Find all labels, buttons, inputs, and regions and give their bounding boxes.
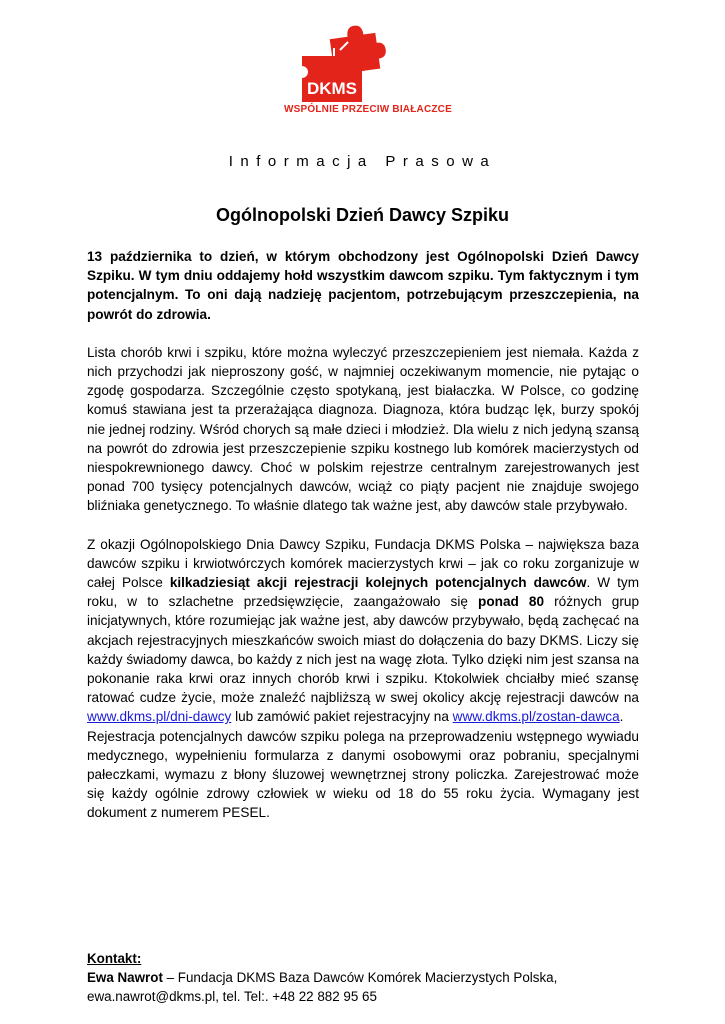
zostan-dawca-link[interactable]: www.dkms.pl/zostan-dawca bbox=[452, 709, 620, 725]
paragraph-3-text-3: różnych grup inicjatywnych, które rozumiejąc jak ważne jest, aby dawców przybywało, będą zachęcać na akcjach rejestracyjnych mieszkańców swoich miast do dołączenia do bazy DKMS. Liczy się każdy świadomy dawca, bo każdy z nich jest na wagę złota. Tylko dzięki nim jest szansa na pokonanie raka krwi oraz innych chorób krwi i szpiku. Ktokolwiek chciałby mieć szansę ratować cudze życie, może znaleźć najbliższą w swej okolicy akcję rejestracji dawców na bbox=[87, 594, 640, 706]
dni-dawcy-link[interactable]: www.dkms.pl/dni-dawcy bbox=[87, 709, 232, 725]
paragraph-3-text-4: lub zamówić pakiet rejestracyjny na bbox=[231, 709, 453, 725]
contact-label: Kontakt: bbox=[87, 951, 142, 966]
contact-line-2: ewa.nawrot@dkms.pl, tel. Tel:. +48 22 882 95 65 bbox=[87, 989, 377, 1004]
paragraph-3-text-1: Z okazji Ogólnopolskiego Dnia Dawcy Szpiku, Fundacja DKMS Polska – największa baza dawców szpiku i krwiotwórczych komórek macierzystych krwi – jak co roku zorganizuje w całej Polsce bbox=[87, 536, 639, 591]
article-body bbox=[87, 247, 639, 842]
paragraph-3-text-5: . bbox=[619, 709, 624, 725]
dkms-logo bbox=[278, 20, 458, 126]
puzzle-logo-icon bbox=[278, 20, 458, 104]
paragraph-3-bold-1: kilkadziesiąt akcji rejestracji kolejnych potencjalnych dawców bbox=[169, 575, 587, 591]
paragraph-3 bbox=[87, 535, 639, 727]
paragraph-3-bold-2: ponad 80 bbox=[478, 594, 545, 610]
contact-name: Ewa Nawrot bbox=[87, 970, 163, 985]
paragraph-4: Rejestracja potencjalnych dawców szpiku polega na przeprowadzeniu wstępnego wywiadu medycznego, wypełnieniu formularza z danymi osobowymi oraz pobraniu, specjalnymi pałeczkami, wymazu z błony śluzowej wewnętrznej strony policzka. Zarejestrować może się każdy ogólnie zdrowy człowiek w wieku od 18 do 55 roku życia. Wymagany jest dokument z numerem PESEL. bbox=[87, 728, 639, 821]
contact-line-1 bbox=[87, 968, 647, 987]
lead-paragraph: 13 października to dzień, w którym obchodzony jest Ogólnopolski Dzień Dawcy Szpiku. W tym dniu oddajemy hołd wszystkim dawcom szpiku. Tym faktycznym i tym potencjalnym. To oni dają nadzieję pacjentom, potrzebującym przeszczepienia, na powrót do zdrowia. bbox=[87, 249, 639, 322]
paragraph-2: Lista chorób krwi i szpiku, które można wyleczyć przeszczepieniem jest niemała. Każda z nich przychodzi jak nieproszony gość, w najmniej oczekiwanym momencie, nie pytając o zgodę gospodarza. Szczególnie często spotykaną, jest białaczka. W Polsce, co godzinę komuś stawiana jest ta przerażająca diagnoza. Diagnoza, która budząc lęk, burzy spokój nie jednej rodziny. Wśród chorych są małe dzieci i młodzież. Dla wielu z nich jedyną szansą na powrót do zdrowia jest przeszczepienie szpiku kostnego lub komórek macierzystych od niespokrewnionego dawcy. Choć w polskim rejestrze centralnym zarejestrowanych jest ponad 700 tysięcy potencjalnych dawców, wciąż co piąty pacjent nie znajduje swojego bliźniaka genetycznego. To właśnie dlatego tak ważne jest, aby dawców stale przybywało. bbox=[87, 344, 639, 514]
paragraph-3-text-2: . W tym roku, w to szlachetne przedsięwzięcie, zaangażowało się bbox=[87, 575, 640, 610]
page-title: Ogólnopolski Dzień Dawcy Szpiku bbox=[215, 205, 510, 225]
logo-brand-text: DKMS bbox=[306, 79, 358, 98]
logo-tagline: WSPÓLNIE PRZECIW BIAŁACZCE bbox=[284, 104, 452, 115]
press-release-kicker: Informacja Prasowa bbox=[228, 153, 497, 170]
contact-org: – Fundacja DKMS Baza Dawców Komórek Macierzystych Polska, bbox=[162, 970, 558, 985]
contact-section bbox=[87, 949, 647, 1006]
